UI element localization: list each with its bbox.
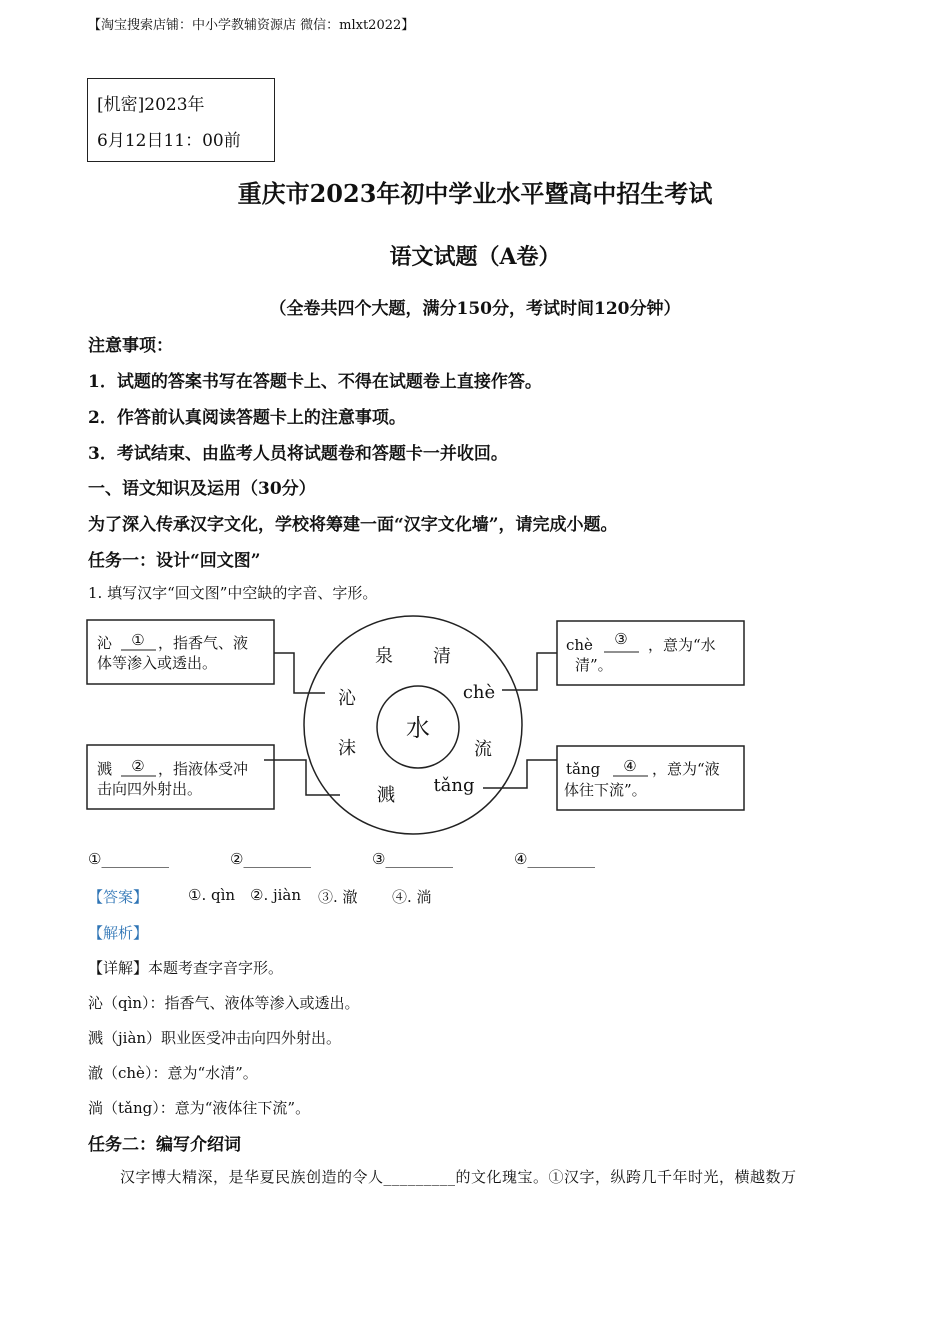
ring-char-7: 沫 — [338, 738, 356, 759]
box-tl-mark: ① — [131, 631, 145, 649]
ring-char-4: 流 — [474, 739, 492, 760]
question-1: 1. 填写汉字“回文图”中空缺的字音、字形。 — [88, 584, 378, 602]
box-br-line2: 体往下流”。 — [564, 781, 647, 799]
ring-char-1: 泉 — [375, 646, 393, 667]
blank-4[interactable]: ④_________ — [514, 850, 595, 868]
detail-line-3: 溅（jiàn）职业医受冲击向四外射出。 — [88, 1029, 342, 1047]
exam-info: （全卷共四个大题，满分150分，考试时间120分钟） — [269, 299, 681, 319]
answer-item-1: ①. qìn — [188, 886, 236, 904]
intro-text: 为了深入传承汉字文化，学校将筹建一面“汉字文化墙”，请完成小题。 — [88, 515, 618, 535]
ring-char-8: 沁 — [338, 688, 356, 709]
section-heading: 一、语文知识及运用（30分） — [88, 479, 316, 499]
task-2-heading: 任务二：编写介绍词 — [88, 1135, 241, 1155]
box-tr-post: ，意为“水 — [648, 636, 716, 654]
box-tr-line2: 清”。 — [575, 656, 613, 674]
box-top-left — [87, 620, 274, 684]
blank-1[interactable]: ①_________ — [88, 850, 169, 868]
notice-heading: 注意事项： — [88, 336, 173, 356]
box-tr-pre: chè — [566, 636, 593, 654]
answer-item-3: ③. 澈 — [318, 888, 358, 906]
box-bl-mark: ② — [131, 757, 145, 775]
blank-3[interactable]: ③_________ — [372, 850, 453, 868]
detail-line-1: 【详解】本题考查字音字形。 — [88, 959, 284, 977]
notice-item-1: 1．试题的答案书写在答题卡上、不得在试题卷上直接作答。 — [88, 372, 542, 392]
answer-label: 【答案】 — [88, 888, 149, 906]
detail-line-5: 淌（tǎng）：意为“液体往下流”。 — [88, 1099, 311, 1117]
notice-item-3: 3．考试结束、由监考人员将试题卷和答题卡一并收回。 — [88, 444, 508, 464]
confidential-line-1: [机密]2023年 — [97, 95, 205, 115]
analysis-label: 【解析】 — [88, 924, 149, 942]
answer-item-2: ②. jiàn — [250, 886, 302, 904]
ring-char-3: chè — [462, 682, 496, 703]
exam-title: 重庆市2023年初中学业水平暨高中招生考试 — [237, 179, 713, 208]
box-br-post: ，意为“液 — [652, 760, 720, 778]
confidential-line-2: 6月12日11：00前 — [97, 131, 241, 151]
exam-subtitle: 语文试题（A卷） — [389, 244, 561, 270]
palindrome-diagram — [0, 600, 950, 840]
box-br-mark: ④ — [623, 757, 637, 775]
box-bl-post: ，指液体受冲 — [158, 760, 249, 778]
ring-char-2: 清 — [433, 646, 451, 667]
box-bl-pre: 溅 — [97, 760, 113, 778]
task-1-heading: 任务一：设计“回文图” — [88, 551, 261, 571]
box-tl-line2: 体等渗入或透出。 — [97, 654, 218, 672]
box-bl-line2: 击向四外射出。 — [97, 780, 203, 798]
detail-line-4: 澈（chè）：意为“水清”。 — [88, 1064, 258, 1082]
notice-item-2: 2．作答前认真阅读答题卡上的注意事项。 — [88, 408, 406, 428]
confidential-box — [87, 78, 275, 162]
blank-2[interactable]: ②_________ — [230, 850, 311, 868]
ring-char-6: 溅 — [377, 785, 395, 806]
box-br-pre: tǎng — [566, 760, 601, 778]
box-tl-pre: 沁 — [97, 634, 113, 652]
answer-item-4: ④. 淌 — [392, 888, 432, 906]
center-char: 水 — [406, 714, 430, 742]
page-header: 【淘宝搜索店铺：中小学教辅资源店 微信：mlxt2022】 — [88, 18, 415, 33]
detail-line-2: 沁（qìn）：指香气、液体等渗入或透出。 — [88, 994, 360, 1012]
box-bottom-right — [557, 746, 744, 810]
ring-char-5: tǎng — [433, 775, 475, 796]
passage-text: 汉字博大精深，是华夏民族创造的令人_________的文化瑰宝。①汉字，纵跨几千年时光，横越数万 — [120, 1168, 797, 1186]
box-tl-post: ，指香气、液 — [158, 634, 249, 652]
box-tr-mark: ③ — [614, 630, 628, 648]
